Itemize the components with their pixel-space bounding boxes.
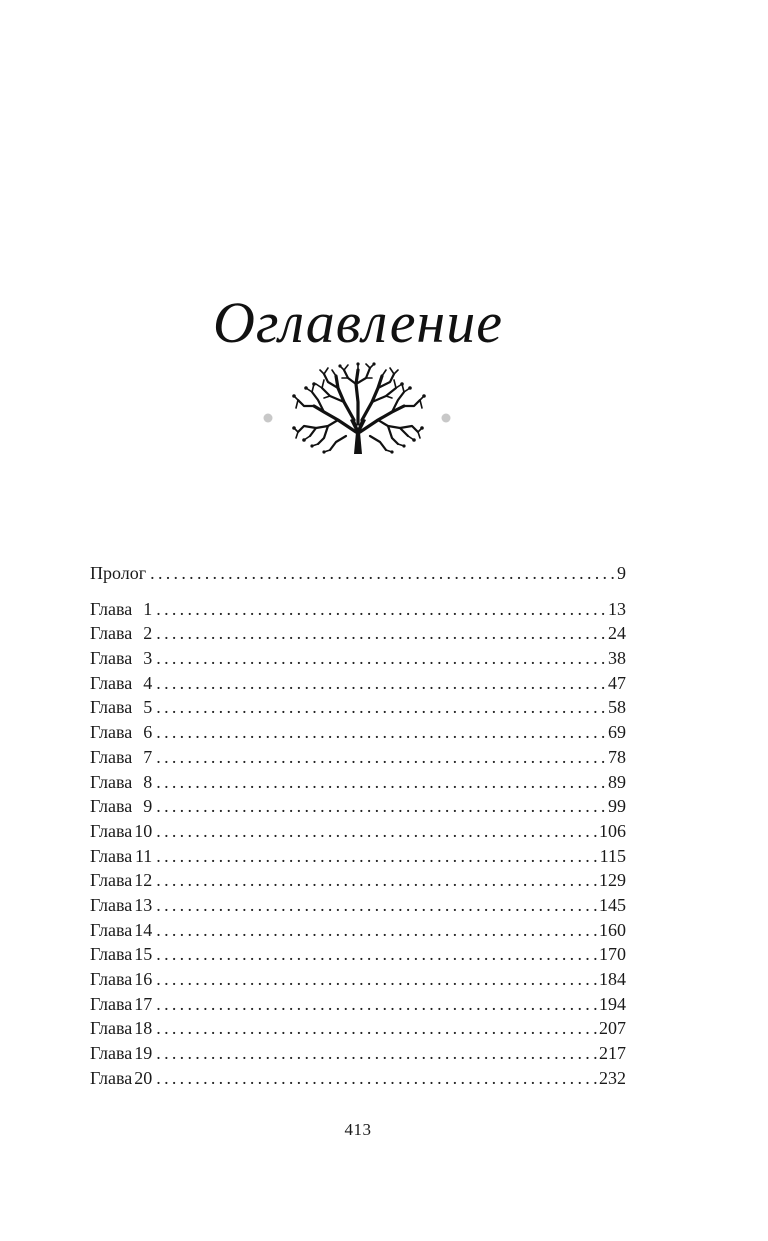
toc-entry-chapter[interactable] [90,844,626,869]
toc-entry-chapter[interactable] [90,992,626,1017]
toc-leader-dots [156,967,598,992]
chapter-prefix: Глава [90,1067,133,1088]
toc-entry-chapter[interactable] [90,745,626,770]
toc-entry-chapter[interactable] [90,621,626,646]
toc-leader-dots [156,844,598,869]
toc-leader-dots [156,745,607,770]
toc-entry-label [90,646,156,671]
chapter-prefix: Глава [90,697,133,718]
chapter-prefix: Глава [90,870,133,891]
toc-entry-chapter[interactable] [90,942,626,967]
chapter-prefix: Глава [90,648,133,669]
toc-page-number: 207 [599,1018,626,1039]
chapter-number: 19 [134,1043,153,1064]
chapter-number: 9 [143,796,153,817]
chapter-prefix: Глава [90,845,133,866]
toc-entry-label [90,745,156,770]
toc-entry-label [90,720,156,745]
toc-leader-dots [156,942,598,967]
toc-entry-chapter[interactable] [90,671,626,696]
toc-leader-dots [156,893,598,918]
chapter-prefix: Глава [90,944,133,965]
toc-entry-prologue[interactable] [90,561,626,586]
chapter-prefix: Глава [90,722,133,743]
chapter-number: 20 [134,1067,153,1088]
toc-page-number: 24 [608,623,626,644]
chapter-number: 5 [143,697,153,718]
toc-page-number: 160 [599,919,626,940]
chapter-prefix: Глава [90,993,133,1014]
chapter-number: 13 [134,894,153,915]
chapter-number: 12 [134,870,153,891]
chapter-prefix: Глава [90,672,133,693]
toc-entry-chapter[interactable] [90,918,626,943]
chapter-prefix: Глава [90,820,133,841]
ornament-dot-left [264,414,273,423]
chapter-prefix: Глава [90,969,133,989]
toc-leader-dots [156,597,607,622]
chapter-number: 18 [134,1018,153,1039]
toc-entry-label: Пролог [90,563,147,583]
toc-entry-label [90,844,156,869]
chapter-prefix: Глава [90,598,133,619]
chapter-prefix: Глава [90,796,133,817]
toc-page-number: 115 [599,845,626,866]
chapter-prefix: Глава [90,919,133,940]
toc-leader-dots [156,794,607,819]
page-number: 413 [344,1120,372,1139]
toc-leader-dots [156,695,607,720]
toc-page-number: 232 [599,1067,626,1088]
toc-leader-dots [156,1066,598,1091]
chapter-number: 3 [143,648,153,669]
toc-entry-chapter[interactable] [90,646,626,671]
toc-page-number: 13 [608,598,626,619]
chapter-number: 7 [143,746,153,767]
chapter-number: 2 [143,623,153,644]
table-of-contents [90,561,626,1090]
chapter-number: 6 [143,722,153,743]
chapter-number: 14 [134,919,153,940]
toc-entry-label [90,992,156,1017]
toc-page-number: 69 [608,722,626,743]
toc-leader-dots [150,561,616,586]
toc-leader-dots [156,770,607,795]
toc-page-number: 170 [599,944,626,965]
toc-entry-chapter[interactable] [90,1041,626,1066]
toc-chapter-list [90,597,626,1091]
toc-page-number: 47 [608,672,626,693]
toc-entry-label [90,1066,156,1091]
toc-page-number: 99 [608,796,626,817]
toc-entry-label [90,597,156,622]
toc-page-number: 78 [608,746,626,767]
toc-entry-label [90,918,156,943]
toc-entry-label [90,621,156,646]
toc-entry-label [90,967,156,992]
chapter-number: 11 [134,845,153,866]
toc-leader-dots [156,671,607,696]
toc-page-number: 194 [599,993,626,1014]
coral-tree-icon [292,362,426,454]
toc-page-number: 89 [608,771,626,792]
toc-leader-dots [156,621,607,646]
chapter-number: 17 [134,993,153,1014]
toc-entry-label [90,893,156,918]
toc-entry-label [90,770,156,795]
page-title: Оглавление [213,290,503,355]
toc-entry-chapter[interactable] [90,1016,626,1041]
toc-page-number: 58 [608,697,626,718]
toc-page-number: 106 [599,820,626,841]
toc-entry-chapter[interactable] [90,794,626,819]
toc-page-number: 38 [608,648,626,669]
toc-entry-chapter[interactable] [90,720,626,745]
toc-entry-label [90,695,156,720]
chapter-number: 1 [143,598,153,619]
toc-leader-dots [156,819,598,844]
chapter-prefix: Глава [90,746,133,767]
toc-entry-label [90,868,156,893]
toc-leader-dots [156,646,607,671]
chapter-number: 10 [134,820,153,841]
chapter-prefix: Глава [90,771,133,792]
toc-page-number: 145 [599,894,626,915]
toc-leader-dots [156,1041,598,1066]
toc-leader-dots [156,720,607,745]
toc-entry-chapter[interactable] [90,770,626,795]
ornament [258,362,458,462]
toc-page-number: 129 [599,870,626,891]
toc-entry-chapter[interactable] [90,967,626,992]
chapter-prefix: Глава [90,1043,133,1064]
toc-entry-chapter[interactable] [90,695,626,720]
toc-entry-chapter[interactable] [90,1066,626,1091]
toc-entry-chapter[interactable] [90,597,626,622]
toc-entry-label [90,1016,156,1041]
toc-entry-label [90,671,156,696]
toc-leader-dots [156,992,598,1017]
toc-entry-chapter[interactable] [90,893,626,918]
toc-leader-dots [156,868,598,893]
toc-entry-label [90,1041,156,1066]
toc-entry-chapter[interactable] [90,819,626,844]
chapter-prefix: Глава [90,1018,133,1039]
chapter-number: 4 [143,672,153,693]
toc-page-number: 184 [599,969,626,989]
toc-leader-dots [156,1016,598,1041]
chapter-number: 16 [134,969,153,989]
toc-page-number: 9 [617,563,626,583]
toc-leader-dots [156,918,598,943]
toc-page-number: 217 [599,1043,626,1064]
chapter-prefix: Глава [90,894,133,915]
chapter-number: 15 [134,944,153,965]
chapter-number: 8 [143,771,153,792]
ornament-dot-right [442,414,451,423]
toc-entry-label [90,819,156,844]
toc-entry-label [90,794,156,819]
chapter-prefix: Глава [90,623,133,644]
toc-entry-label [90,942,156,967]
toc-entry-chapter[interactable] [90,868,626,893]
